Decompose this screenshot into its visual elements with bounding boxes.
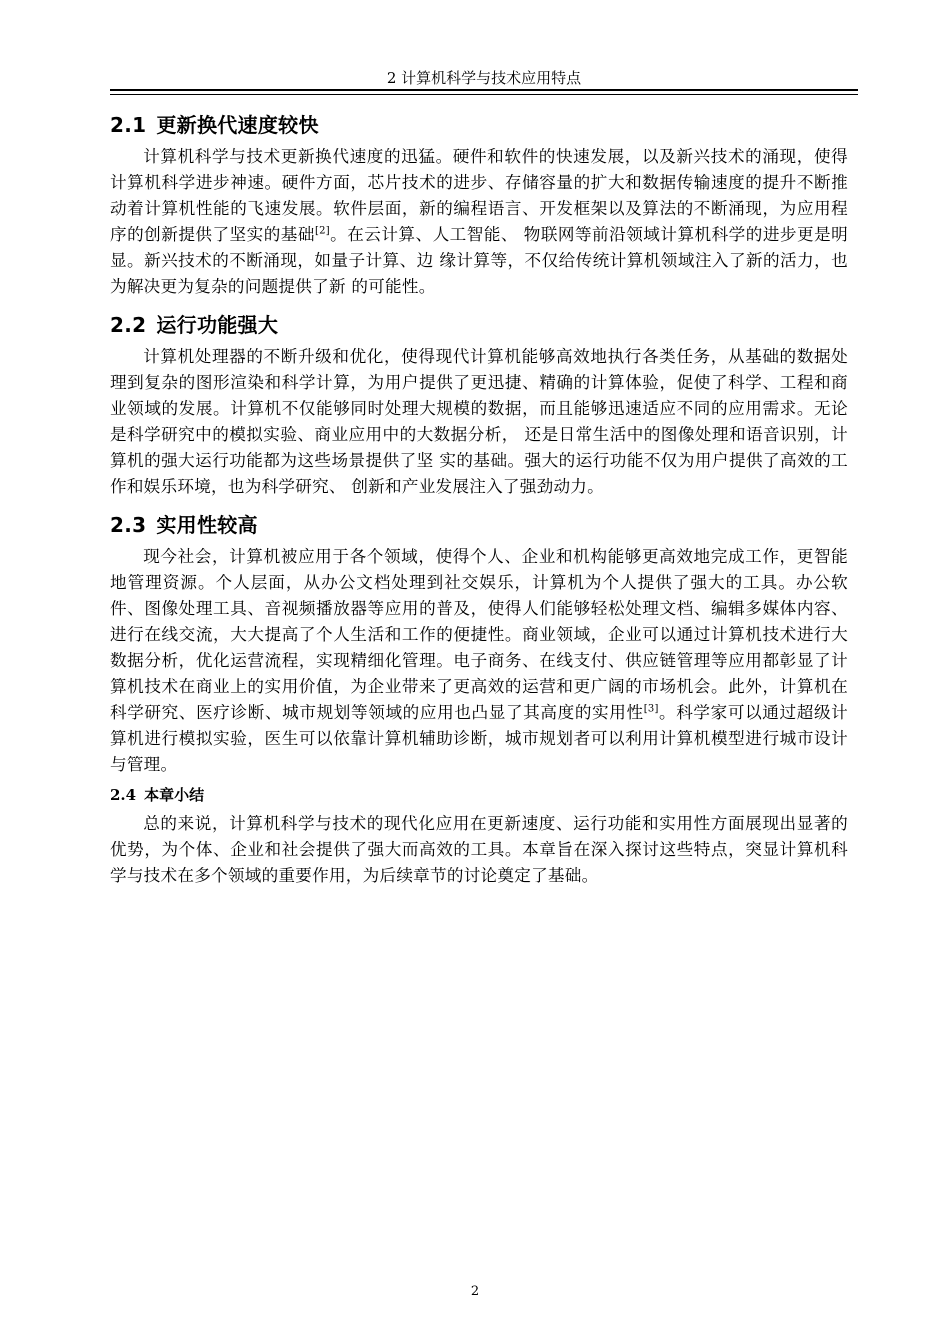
page-number: 2 — [470, 1284, 480, 1299]
section-2-1 — [110, 112, 848, 300]
paragraph-text: 计算机科学与技术更新换代速度的迅猛。硬件和软件的快速发展，以及新兴技术的涌现，使得计算机科学进步神速。硬件方面，芯片技术的进步、存储容量的扩大和数据传输速度的提升不断推动着计算机性能的飞速发展。软件层面，新的编程语言、开发框架以及算法的不断涌现，为应用程序的创新提供了坚实的基础 — [110, 147, 848, 244]
running-header: 2 计算机科学与技术应用特点 — [386, 69, 582, 87]
paragraph-text: 。在云计算、人工智能、 物联网等前沿领域计算机科学的进步更是明显。新兴技术的不断涌现，如量子计算、边 缘计算等，不仅给传统计算机领域注入了新的活力，也为解决更为复杂的问题提供了新 的可能性。 — [110, 225, 848, 296]
section-paragraph: 计算机处理器的不断升级和优化，使得现代计算机能够高效地执行各类任务，从基础的数据处理到复杂的图形渲染和科学计算，为用户提供了更迅捷、精确的计算体验，促使了科学、工程和商业领域的发展。计算机不仅能够同时处理大规模的数据，而且能够迅速适应不同的应用需求。无论是科学研究中的模拟实验、商业应用中的大数据分析， 还是日常生活中的图像处理和语音识别，计算机的强大运行功能都为这些场景提供了坚 实的基础。强大的运行功能不仅为用户提供了高效的工作和娱乐环境，也为科学研究、 创新和产业发展注入了强劲动力。 — [110, 347, 848, 496]
section-title: 本章小结 — [144, 786, 205, 804]
summary-paragraph: 总的来说，计算机科学与技术的现代化应用在更新速度、运行功能和实用性方面展现出显著的优势，为个体、企业和社会提供了强大而高效的工具。本章旨在深入探讨这些特点，突显计算机科学与技术在多个领域的重要作用，为后续章节的讨论奠定了基础。 — [110, 814, 848, 885]
section-heading — [110, 512, 848, 538]
section-paragraph — [110, 544, 848, 778]
header-rule-thin — [110, 94, 858, 95]
section-heading — [110, 312, 848, 338]
section-2-4 — [110, 785, 848, 889]
section-heading — [110, 112, 848, 138]
section-title: 更新换代速度较快 — [156, 113, 319, 137]
main-content — [110, 112, 848, 889]
section-title: 运行功能强大 — [156, 313, 279, 337]
summary-heading — [110, 785, 848, 805]
section-number: 2.1 — [110, 113, 147, 137]
section-2-3 — [110, 512, 848, 778]
citation-ref: [2] — [314, 225, 330, 237]
paragraph-text: 现今社会，计算机被应用于各个领域，使得个人、企业和机构能够更高效地完成工作，更智能地管理资源。个人层面，从办公文档处理到社交娱乐，计算机为个人提供了强大的工具。办公软件、图像处理工具、音视频播放器等应用的普及，使得人们能够轻松处理文档、编辑多媒体内容、进行在线交流，大大提高了个人生活和工作的便捷性。商业领域，企业可以通过计算机技术进行大数据分析，优化运营流程，实现精细化管理。电子商务、在线支付、供应链管理等应用都彰显了计算机技术在商业上的实用价值，为企业带来了更高效的运营和更广阔的市场机会。此外，计算机在科学研究、医疗诊断、城市规划等领域的应用也凸显了其高度的实用性 — [110, 547, 848, 722]
citation-ref: [3] — [643, 703, 659, 715]
section-number: 2.2 — [110, 313, 147, 337]
paragraph-text: 。科学家可以通过超级计算机进行模拟实验，医生可以依靠计算机辅助诊断，城市规划者可以利用计算机模型进行城市设计与管理。 — [110, 703, 849, 774]
section-paragraph — [110, 144, 848, 300]
section-number: 2.3 — [110, 513, 147, 537]
section-title: 实用性较高 — [156, 513, 258, 537]
section-number: 2.4 — [110, 786, 137, 804]
header-rule-thick — [110, 89, 858, 91]
section-2-2 — [110, 312, 848, 500]
